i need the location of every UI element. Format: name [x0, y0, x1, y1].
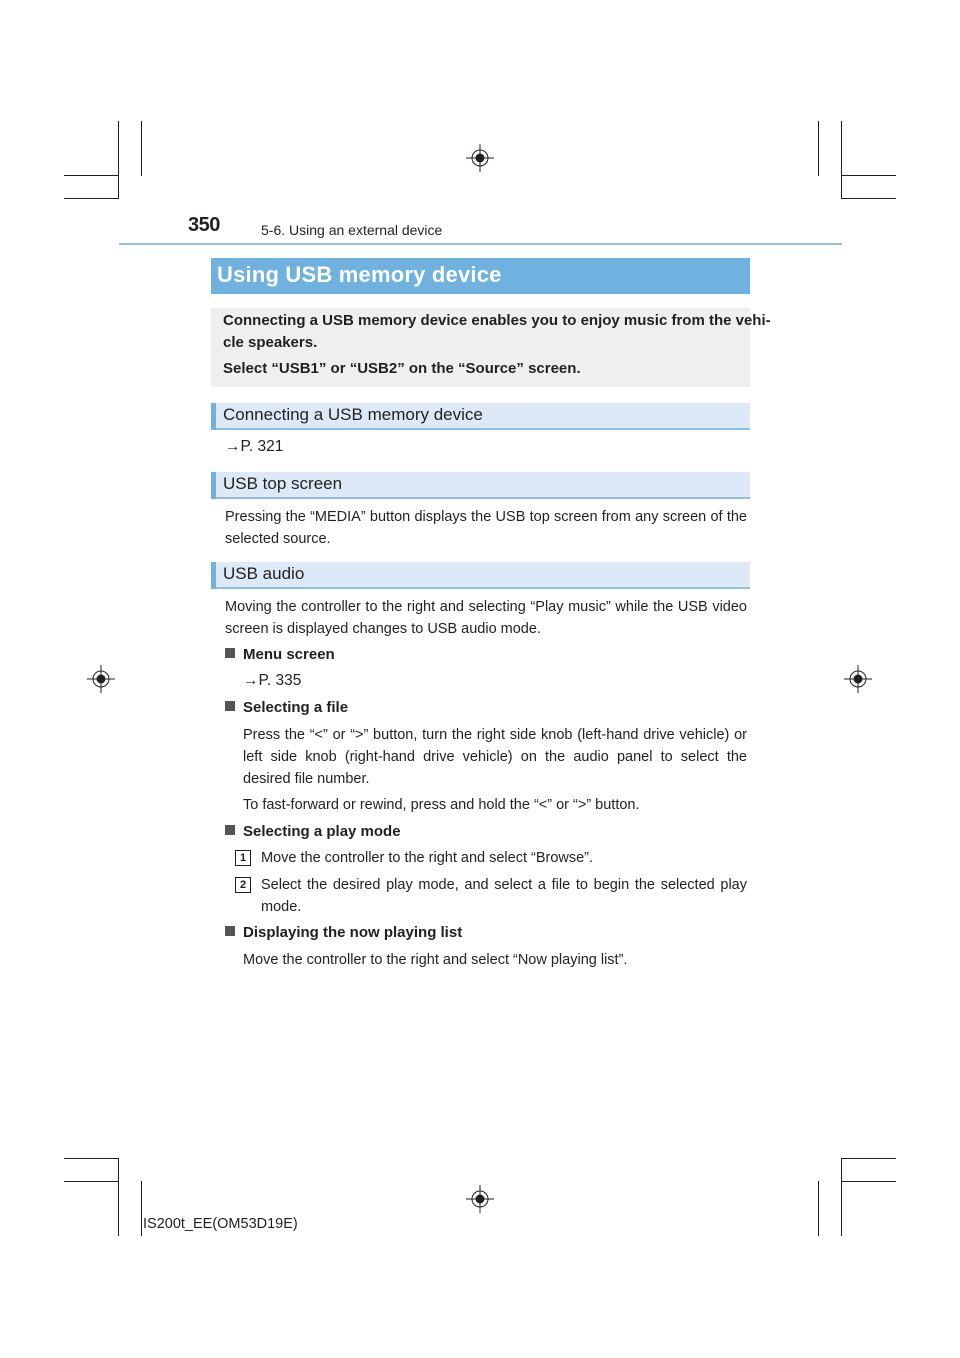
bullet-heading: Displaying the now playing list: [243, 924, 463, 941]
registration-mark-icon: [87, 665, 115, 693]
step-text: Move the controller to the right and select “Browse”.: [261, 850, 594, 866]
crop-mark: [141, 1181, 142, 1236]
bullet-square-icon: [225, 825, 235, 835]
registration-mark-icon: [466, 144, 494, 172]
crop-mark: [118, 1158, 119, 1236]
crop-mark: [141, 121, 142, 176]
crop-mark: [841, 175, 896, 176]
subhead-usb-audio: [211, 562, 750, 589]
subhead-text: Connecting a USB memory device: [223, 405, 483, 424]
subhead-accent: [211, 472, 216, 499]
bullet-menu-screen: [225, 646, 335, 663]
subhead-text: USB top screen: [223, 474, 343, 493]
intro-line: Select “USB1” or “USB2” on the “Source” screen.: [223, 360, 581, 377]
page-number: 350: [188, 214, 220, 236]
intro-line: cle speakers.: [223, 334, 318, 351]
bullet-square-icon: [225, 926, 235, 936]
crop-mark: [841, 1158, 842, 1236]
crop-mark: [841, 198, 896, 199]
header-rule: [119, 243, 842, 245]
bullet-play-mode: [225, 823, 401, 840]
usb-audio-text: Moving the controller to the right and selecting “Play music” while the USB video screen is displayed changes to USB audio mode.: [225, 599, 747, 637]
document-code: IS200t_EE(OM53D19E): [143, 1216, 298, 1232]
bullet-square-icon: [225, 701, 235, 711]
subhead-accent: [211, 562, 216, 589]
bullet-now-playing: [225, 924, 462, 941]
crop-mark: [818, 1181, 819, 1236]
subhead-text: USB audio: [223, 564, 305, 583]
step-text: Select the desired play mode, and select a file to begin the selected play mode.: [261, 877, 747, 915]
crop-mark: [64, 175, 119, 176]
page-reference-link[interactable]: →P. 321: [225, 438, 284, 455]
crop-mark: [64, 1181, 119, 1182]
step-number-badge: 2: [235, 877, 251, 893]
crop-mark: [818, 121, 819, 176]
bullet-square-icon: [225, 648, 235, 658]
step-number-badge: 1: [235, 850, 251, 866]
page-title: Using USB memory device: [217, 262, 502, 287]
crop-mark: [64, 1158, 119, 1159]
registration-mark-icon: [466, 1185, 494, 1213]
bullet-heading: Selecting a file: [243, 699, 349, 716]
crop-mark: [841, 1181, 896, 1182]
selecting-file-text: Press the “<” or “>” button, turn the right side knob (left-hand drive vehicle) or left side knob (right-hand drive vehicle) on the audio panel to select the desired file number.: [243, 727, 747, 787]
subhead-top-screen: [211, 472, 750, 499]
now-playing-text: Move the controller to the right and select “Now playing list”.: [243, 952, 628, 968]
page-reference-link[interactable]: →P. 335: [243, 672, 302, 689]
crop-mark: [118, 121, 119, 199]
top-screen-text: Pressing the “MEDIA” button displays the USB top screen from any screen of the selected source.: [225, 509, 747, 547]
crop-mark: [841, 121, 842, 199]
bullet-heading: Menu screen: [243, 646, 335, 663]
crop-mark: [841, 1158, 896, 1159]
bullet-heading: Selecting a play mode: [243, 823, 401, 840]
bullet-selecting-file: [225, 699, 348, 716]
subhead-connecting: [211, 403, 750, 430]
intro-line: Connecting a USB memory device enables you to enjoy music from the vehi-: [223, 312, 771, 329]
subhead-accent: [211, 403, 216, 430]
section-label: 5-6. Using an external device: [261, 222, 443, 238]
registration-mark-icon: [844, 665, 872, 693]
selecting-file-note: To fast-forward or rewind, press and hold the “<” or “>” button.: [243, 797, 640, 813]
crop-mark: [64, 198, 119, 199]
